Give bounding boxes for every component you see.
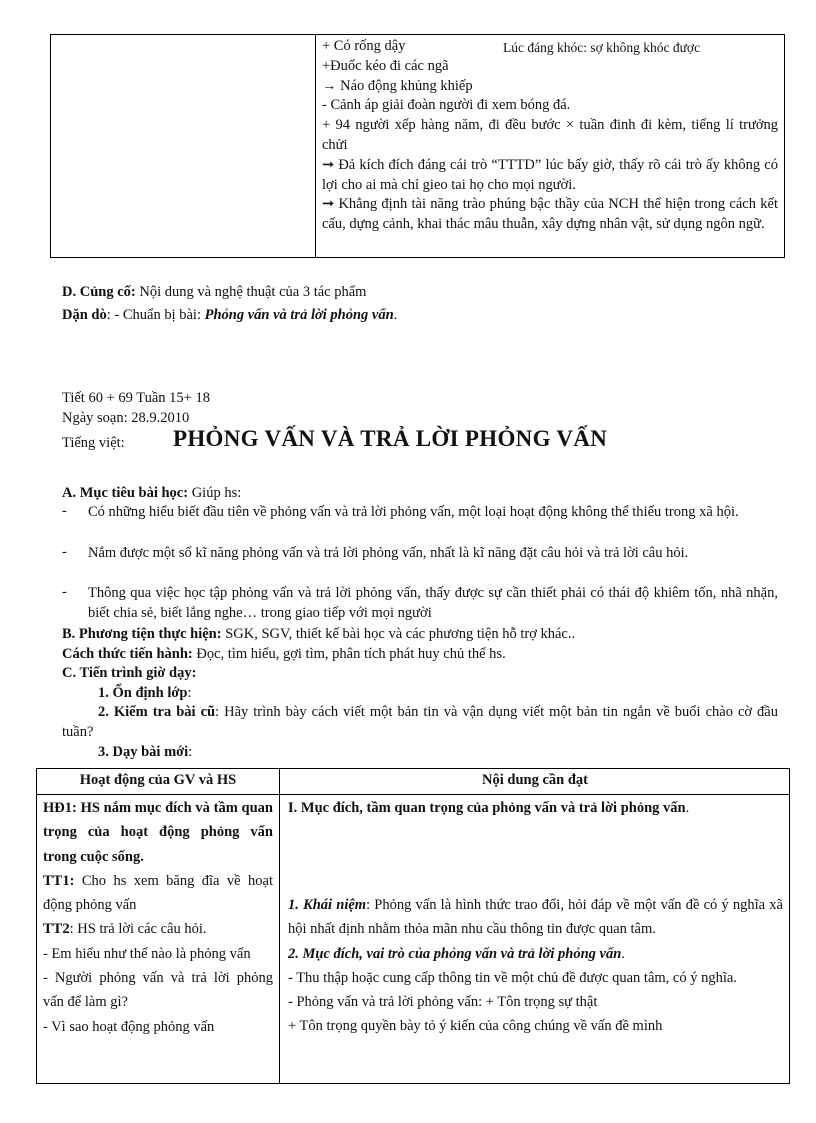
- muc-dich-end: .: [621, 945, 625, 962]
- day-bai-label: 3. Dạy bài mới: [98, 744, 189, 760]
- muc-tieu-label: A. Mục tiêu bài học:: [62, 485, 189, 501]
- on-dinh-label: 1. Ổn định lớp: [98, 685, 188, 701]
- table-divider: [279, 769, 280, 1083]
- bullet-dash: -: [62, 544, 67, 560]
- khai-niem-label: 1. Khái niệm: [288, 897, 367, 913]
- continuation-content: [322, 37, 778, 235]
- muc-dich-line: [288, 942, 783, 966]
- header-activities: Hoạt động của GV và HS: [79, 772, 237, 788]
- tien-trinh-heading: [62, 664, 196, 683]
- cung-co-label: D. Củng cố:: [62, 284, 136, 300]
- section-heading-end: .: [685, 800, 690, 816]
- question-item: - Vì sao hoạt động phỏng vấn: [43, 1018, 215, 1035]
- content-line: +Đuốc kéo đi các ngã: [322, 57, 449, 74]
- dan-do-end: .: [393, 307, 398, 323]
- bullet-dash: -: [62, 584, 67, 600]
- tt2-text: : HS trả lời các câu hỏi.: [69, 921, 207, 938]
- khai-niem-line: [288, 893, 783, 942]
- cach-thuc-line: [62, 645, 506, 664]
- question-item: - Em hiểu như thế nào là phỏng vấn: [43, 945, 251, 962]
- on-dinh-text: :: [187, 685, 192, 701]
- tt1-label: TT1:: [43, 872, 75, 889]
- kiem-tra-text: : Hãy trình bày cách viết một bản tin và vận dụng viết một bản tin ngắn về buổi chào cờ đầu tuần?: [62, 704, 778, 740]
- section-heading: I. Mục đích, tầm quan trọng của phỏng vấn và trả lời phỏng vấn: [288, 800, 686, 816]
- muc-dich-label: 2. Mục đích, vai trò của phỏng vấn và trả lời phỏng vấn: [288, 945, 622, 962]
- side-note: Lúc đáng khóc: sợ không khóc được: [503, 40, 701, 55]
- dan-do-text: : - Chuẩn bị bài:: [106, 307, 205, 323]
- content-line: ➞ Đả kích đích đáng cái trò “TTTD” lúc bấy giờ, thấy rõ cái trò ấy không có lợi cho ai mà chỉ gieo tai họ cho mọi người.: [322, 156, 778, 193]
- lesson-title: PHỎNG VẤN VÀ TRẢ LỜI PHỎNG VẤN: [173, 426, 608, 451]
- muc-tieu-heading: [62, 484, 241, 503]
- subject-label: Tiếng việt:: [62, 435, 125, 451]
- tt1-line: [43, 869, 273, 918]
- content-line: - Cảnh áp giải đoàn người đi xem bóng đá.: [322, 97, 571, 114]
- khai-niem-text: : Phỏng vấn là hình thức trao đổi, hỏi đáp về một vấn đề có ý nghĩa xã hội nhất định nhằm thỏa mãn nhu cầu thông tin được quan tâm.: [288, 897, 783, 938]
- header-content: Nội dung cần đạt: [482, 772, 588, 788]
- tt1-text: Cho hs xem băng đĩa về hoạt động phỏng vấn: [43, 872, 273, 914]
- content-point: - Thu thập hoặc cung cấp thông tin về một chủ đề được quan tâm, có ý nghĩa.: [288, 969, 737, 986]
- phuong-tien-line: [62, 625, 575, 644]
- lesson-table: [36, 768, 790, 1084]
- tt2-line: [43, 917, 273, 941]
- cach-thuc-text: Đọc, tìm hiểu, gợi tìm, phân tích phát huy chủ thể hs.: [192, 646, 506, 662]
- table-divider: [315, 35, 316, 257]
- tt2-label: TT2: [43, 921, 70, 938]
- content-line: + 94 người xếp hàng năm, đi đều bước × tuần đinh đi kèm, tiếng lí trưởng chửi: [322, 117, 778, 153]
- continuation-table: [50, 34, 785, 258]
- tiet-line: Tiết 60 + 69 Tuần 15+ 18: [62, 390, 210, 406]
- hd1-heading: HĐ1: HS nắm mục đích và tầm quan trọng của hoạt động phỏng vấn trong cuộc sống.: [43, 800, 273, 865]
- on-dinh-line: [98, 684, 191, 703]
- ngay-soan-line: Ngày soạn: 28.9.2010: [62, 410, 190, 426]
- bullet-dash: -: [62, 503, 67, 519]
- question-item: - Người phỏng vấn và trả lời phỏng vấn để làm gì?: [43, 970, 273, 1011]
- phuong-tien-text: SGK, SGV, thiết kế bài học và các phương tiện hỗ trợ khác..: [221, 626, 576, 642]
- phuong-tien-label: B. Phương tiện thực hiện:: [62, 626, 222, 642]
- day-bai-line: [98, 743, 192, 762]
- objective-item: Nắm được một số kĩ năng phỏng vấn và trả lời phỏng vấn, nhất là kĩ năng đặt câu hỏi và trả lời câu hỏi.: [88, 545, 689, 561]
- content-line: ➞ Khẳng định tài năng trào phúng bậc thầy của NCH thể hiện trong cách kết cấu, dựng cảnh, khai thác mâu thuẫn, xây dựng nhân vật, sử dụng ngôn ngữ.: [322, 196, 778, 233]
- objective-item: Có những hiểu biết đầu tiên về phỏng vấn và trả lời phỏng vấn, một loại hoạt động không thể thiếu trong xã hội.: [88, 504, 739, 520]
- section-heading-line: [288, 796, 783, 893]
- activities-column: [43, 796, 273, 1039]
- muc-tieu-intro: Giúp hs:: [188, 485, 242, 501]
- day-bai-text: :: [188, 744, 193, 760]
- dan-do-line: [62, 306, 397, 325]
- tien-trinh-label: C. Tiến trình giờ dạy:: [62, 665, 197, 681]
- content-line: → Náo động khủng khiếp: [322, 77, 473, 94]
- content-column: [288, 796, 783, 1039]
- cung-co-line: [62, 283, 366, 302]
- cung-co-text: Nội dung và nghệ thuật của 3 tác phẩm: [135, 284, 367, 300]
- objective-item: Thông qua việc học tập phỏng vấn và trả lời phỏng vấn, thấy được sự cần thiết phải có thái độ khiêm tốn, nhã nhặn, biết chia sẻ, biết lắng nghe… trong giao tiếp với mọi người: [88, 585, 778, 621]
- kiem-tra-label: 2. Kiểm tra bài cũ: [98, 704, 216, 720]
- content-point: + Tôn trọng quyền bày tỏ ý kiến của công chúng về vấn đề mình: [288, 1018, 663, 1035]
- next-lesson-title: Phỏng vấn và trả lời phỏng vấn: [204, 307, 394, 323]
- dan-do-label: Dặn dò: [62, 307, 107, 323]
- content-point: - Phỏng vấn và trả lời phỏng vấn: + Tôn trọng sự thật: [288, 994, 598, 1011]
- content-line: + Có rống dậy: [322, 38, 406, 54]
- cach-thuc-label: Cách thức tiến hành:: [62, 646, 193, 662]
- kiem-tra-line: [62, 703, 778, 742]
